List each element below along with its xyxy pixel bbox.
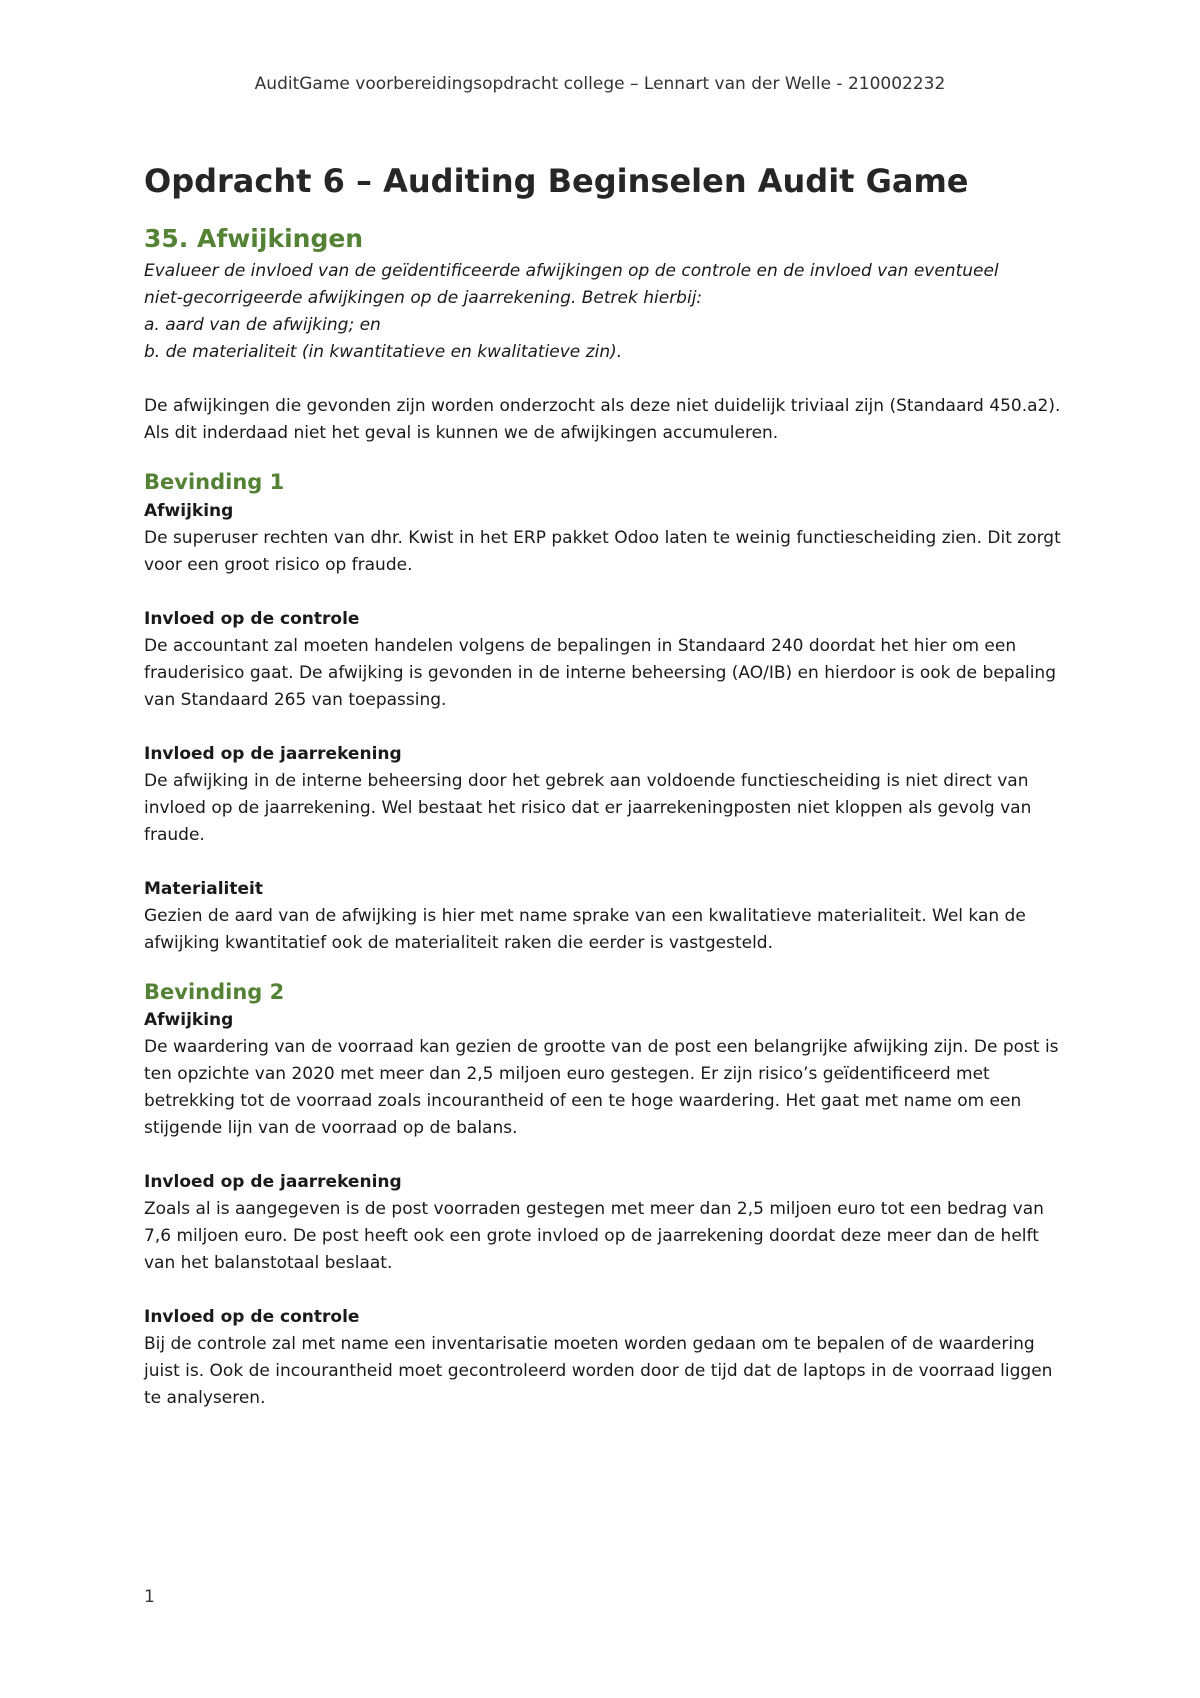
question-line: niet-gecorrigeerde afwijkingen op de jaarrekening. Betrek hierbij: <box>144 288 703 309</box>
question-line: Evalueer de invloed van de geïdentificeerde afwijkingen op de controle en de invloed van eventueel <box>144 261 999 282</box>
document-title: Opdracht 6 – Auditing Beginselen Audit Game <box>144 162 969 200</box>
intro-paragraph: De afwijkingen die gevonden zijn worden onderzocht als deze niet duidelijk triviaal zijn (Standaard 450.a2). Als dit inderdaad niet het geval is kunnen we de afwijkingen accumuleren. <box>144 396 1061 444</box>
block-text: De superuser rechten van dhr. Kwist in het ERP pakket Odoo laten te weinig functiescheiding zien. Dit zorgt voor een groot risico op fraude. <box>144 527 1061 575</box>
finding-title: Bevinding 1 <box>144 470 285 495</box>
finding-block <box>144 606 1064 714</box>
assignment-question <box>144 258 1064 366</box>
block-text: Bij de controle zal met name een inventarisatie moeten worden gedaan om te bepalen of de waardering juist is. Ook de incourantheid moet gecontroleerd worden door de tijd dat de laptops in de voorraad liggen te analyseren. <box>144 1333 1053 1408</box>
finding-block <box>144 498 1064 579</box>
section-title: 35. Afwijkingen <box>144 224 364 254</box>
block-text: De accountant zal moeten handelen volgens de bepalingen in Standaard 240 doordat het hier om een frauderisico gaat. De afwijking is gevonden in de interne beheersing (AO/IB) en hierdoor is ook de bepaling van Standaard 265 van toepassing. <box>144 635 1056 710</box>
finding-block <box>144 1169 1064 1277</box>
question-line: b. de materialiteit (in kwantitatieve en kwalitatieve zin). <box>144 342 623 363</box>
page-header: AuditGame voorbereidingsopdracht college – Lennart van der Welle - 210002232 <box>254 74 946 94</box>
block-text: Zoals al is aangegeven is de post voorraden gestegen met meer dan 2,5 miljoen euro tot een bedrag van 7,6 miljoen euro. De post heeft ook een grote invloed op de jaarrekening doordat deze meer dan de helft van het balanstotaal beslaat. <box>144 1198 1044 1273</box>
finding-1 <box>144 469 1064 956</box>
block-heading: Invloed op de controle <box>144 1306 360 1327</box>
finding-block <box>144 1007 1064 1142</box>
finding-2 <box>144 979 1064 1412</box>
finding-block <box>144 741 1064 849</box>
block-heading: Afwijking <box>144 1009 234 1030</box>
block-heading: Invloed op de controle <box>144 608 360 629</box>
page-number: 1 <box>144 1587 155 1607</box>
block-text: De waardering van de voorraad kan gezien de grootte van de post een belangrijke afwijking zijn. De post is ten opzichte van 2020 met meer dan 2,5 miljoen euro gestegen. Er zijn risico’s geïdentificeerd met betrekking tot de voorraad zoals incourantheid of een te hoge waardering. Het gaat met name om een stijgende lijn van de voorraad op de balans. <box>144 1036 1059 1138</box>
block-text: De afwijking in de interne beheersing door het gebrek aan voldoende functiescheiding is niet direct van invloed op de jaarrekening. Wel bestaat het risico dat er jaarrekeningposten niet kloppen als gevolg van fraude. <box>144 770 1032 845</box>
block-heading: Afwijking <box>144 500 234 521</box>
finding-block <box>144 876 1064 957</box>
finding-title: Bevinding 2 <box>144 979 285 1004</box>
block-text: Gezien de aard van de afwijking is hier met name sprake van een kwalitatieve materialiteit. Wel kan de afwijking kwantitatief ook de materialiteit raken die eerder is vastgesteld. <box>144 905 1026 953</box>
finding-block <box>144 1304 1064 1412</box>
document-body <box>144 162 1064 1439</box>
question-line: a. aard van de afwijking; en <box>144 315 381 336</box>
block-heading: Materialiteit <box>144 878 263 899</box>
block-heading: Invloed op de jaarrekening <box>144 1171 402 1192</box>
block-heading: Invloed op de jaarrekening <box>144 743 402 764</box>
